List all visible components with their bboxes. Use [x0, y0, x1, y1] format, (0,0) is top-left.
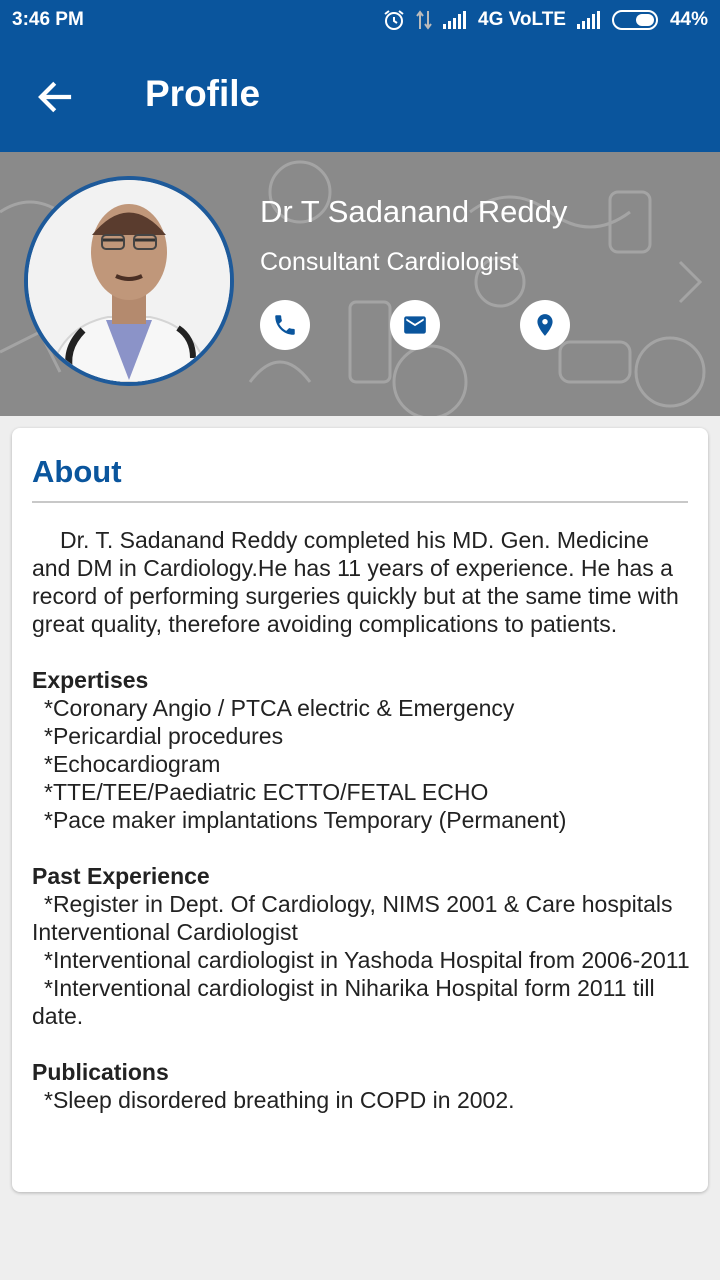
expertise-item: *Pericardial procedures: [44, 723, 284, 749]
expertises-title: Expertises: [32, 667, 149, 693]
doctor-photo: [28, 180, 230, 382]
publication-item: *Sleep disordered breathing in COPD in 2002.: [44, 1087, 515, 1113]
about-intro: Dr. T. Sadanand Reddy completed his MD. Gen. Medicine and DM in Cardiology.He has 11 years of experience. He has a record of performing surgeries quickly but at the same time with great quality, therefore avoiding complications to patients.: [32, 527, 679, 637]
page-title: Profile: [145, 73, 261, 114]
call-button[interactable]: [260, 300, 310, 350]
expertise-item: *Pace maker implantations Temporary (Permanent): [44, 807, 567, 833]
network-label: 4G VoLTE: [478, 9, 566, 30]
alarm-icon: [382, 8, 406, 32]
experience-item: *Register in Dept. Of Cardiology, NIMS 2001 & Care hospitals Interventional Cardiologist: [32, 891, 673, 945]
battery-icon: [612, 9, 660, 31]
doctor-title: Consultant Cardiologist: [260, 248, 519, 276]
experience-item: *Interventional cardiologist in Yashoda Hospital from 2006-2011: [44, 947, 690, 973]
status-icons: [382, 8, 708, 32]
doctor-avatar: [24, 176, 234, 386]
status-time: 3:46 PM: [12, 9, 84, 30]
phone-icon: [272, 312, 298, 338]
about-content: [32, 526, 692, 1142]
doctor-name: Dr T Sadanand Reddy: [260, 194, 568, 229]
past-experience-title: Past Experience: [32, 863, 210, 889]
about-heading: About: [32, 454, 122, 489]
experience-item: *Interventional cardiologist in Niharika Hospital form 2011 till date.: [32, 975, 655, 1029]
expertise-item: *Coronary Angio / PTCA electric & Emergency: [44, 695, 515, 721]
about-card: [12, 428, 708, 1192]
arrow-left-icon: [34, 76, 76, 118]
publications-section: [32, 1058, 692, 1114]
app-bar: [0, 40, 720, 152]
signal-icon-2: [576, 10, 602, 30]
signal-icon: [442, 10, 468, 30]
publications-title: Publications: [32, 1059, 169, 1085]
location-button[interactable]: [520, 300, 570, 350]
data-arrows-icon: [416, 9, 432, 31]
back-button[interactable]: [34, 76, 76, 118]
profile-header: [0, 152, 720, 416]
location-pin-icon: [532, 312, 558, 338]
expertises-section: [32, 666, 692, 834]
expertise-item: *TTE/TEE/Paediatric ECTTO/FETAL ECHO: [44, 779, 489, 805]
expertise-item: *Echocardiogram: [44, 751, 221, 777]
email-button[interactable]: [390, 300, 440, 350]
about-divider: [32, 501, 688, 503]
past-experience-section: [32, 862, 692, 1030]
mail-icon: [402, 312, 428, 338]
status-bar: [0, 0, 720, 40]
battery-level: 44%: [669, 9, 708, 30]
